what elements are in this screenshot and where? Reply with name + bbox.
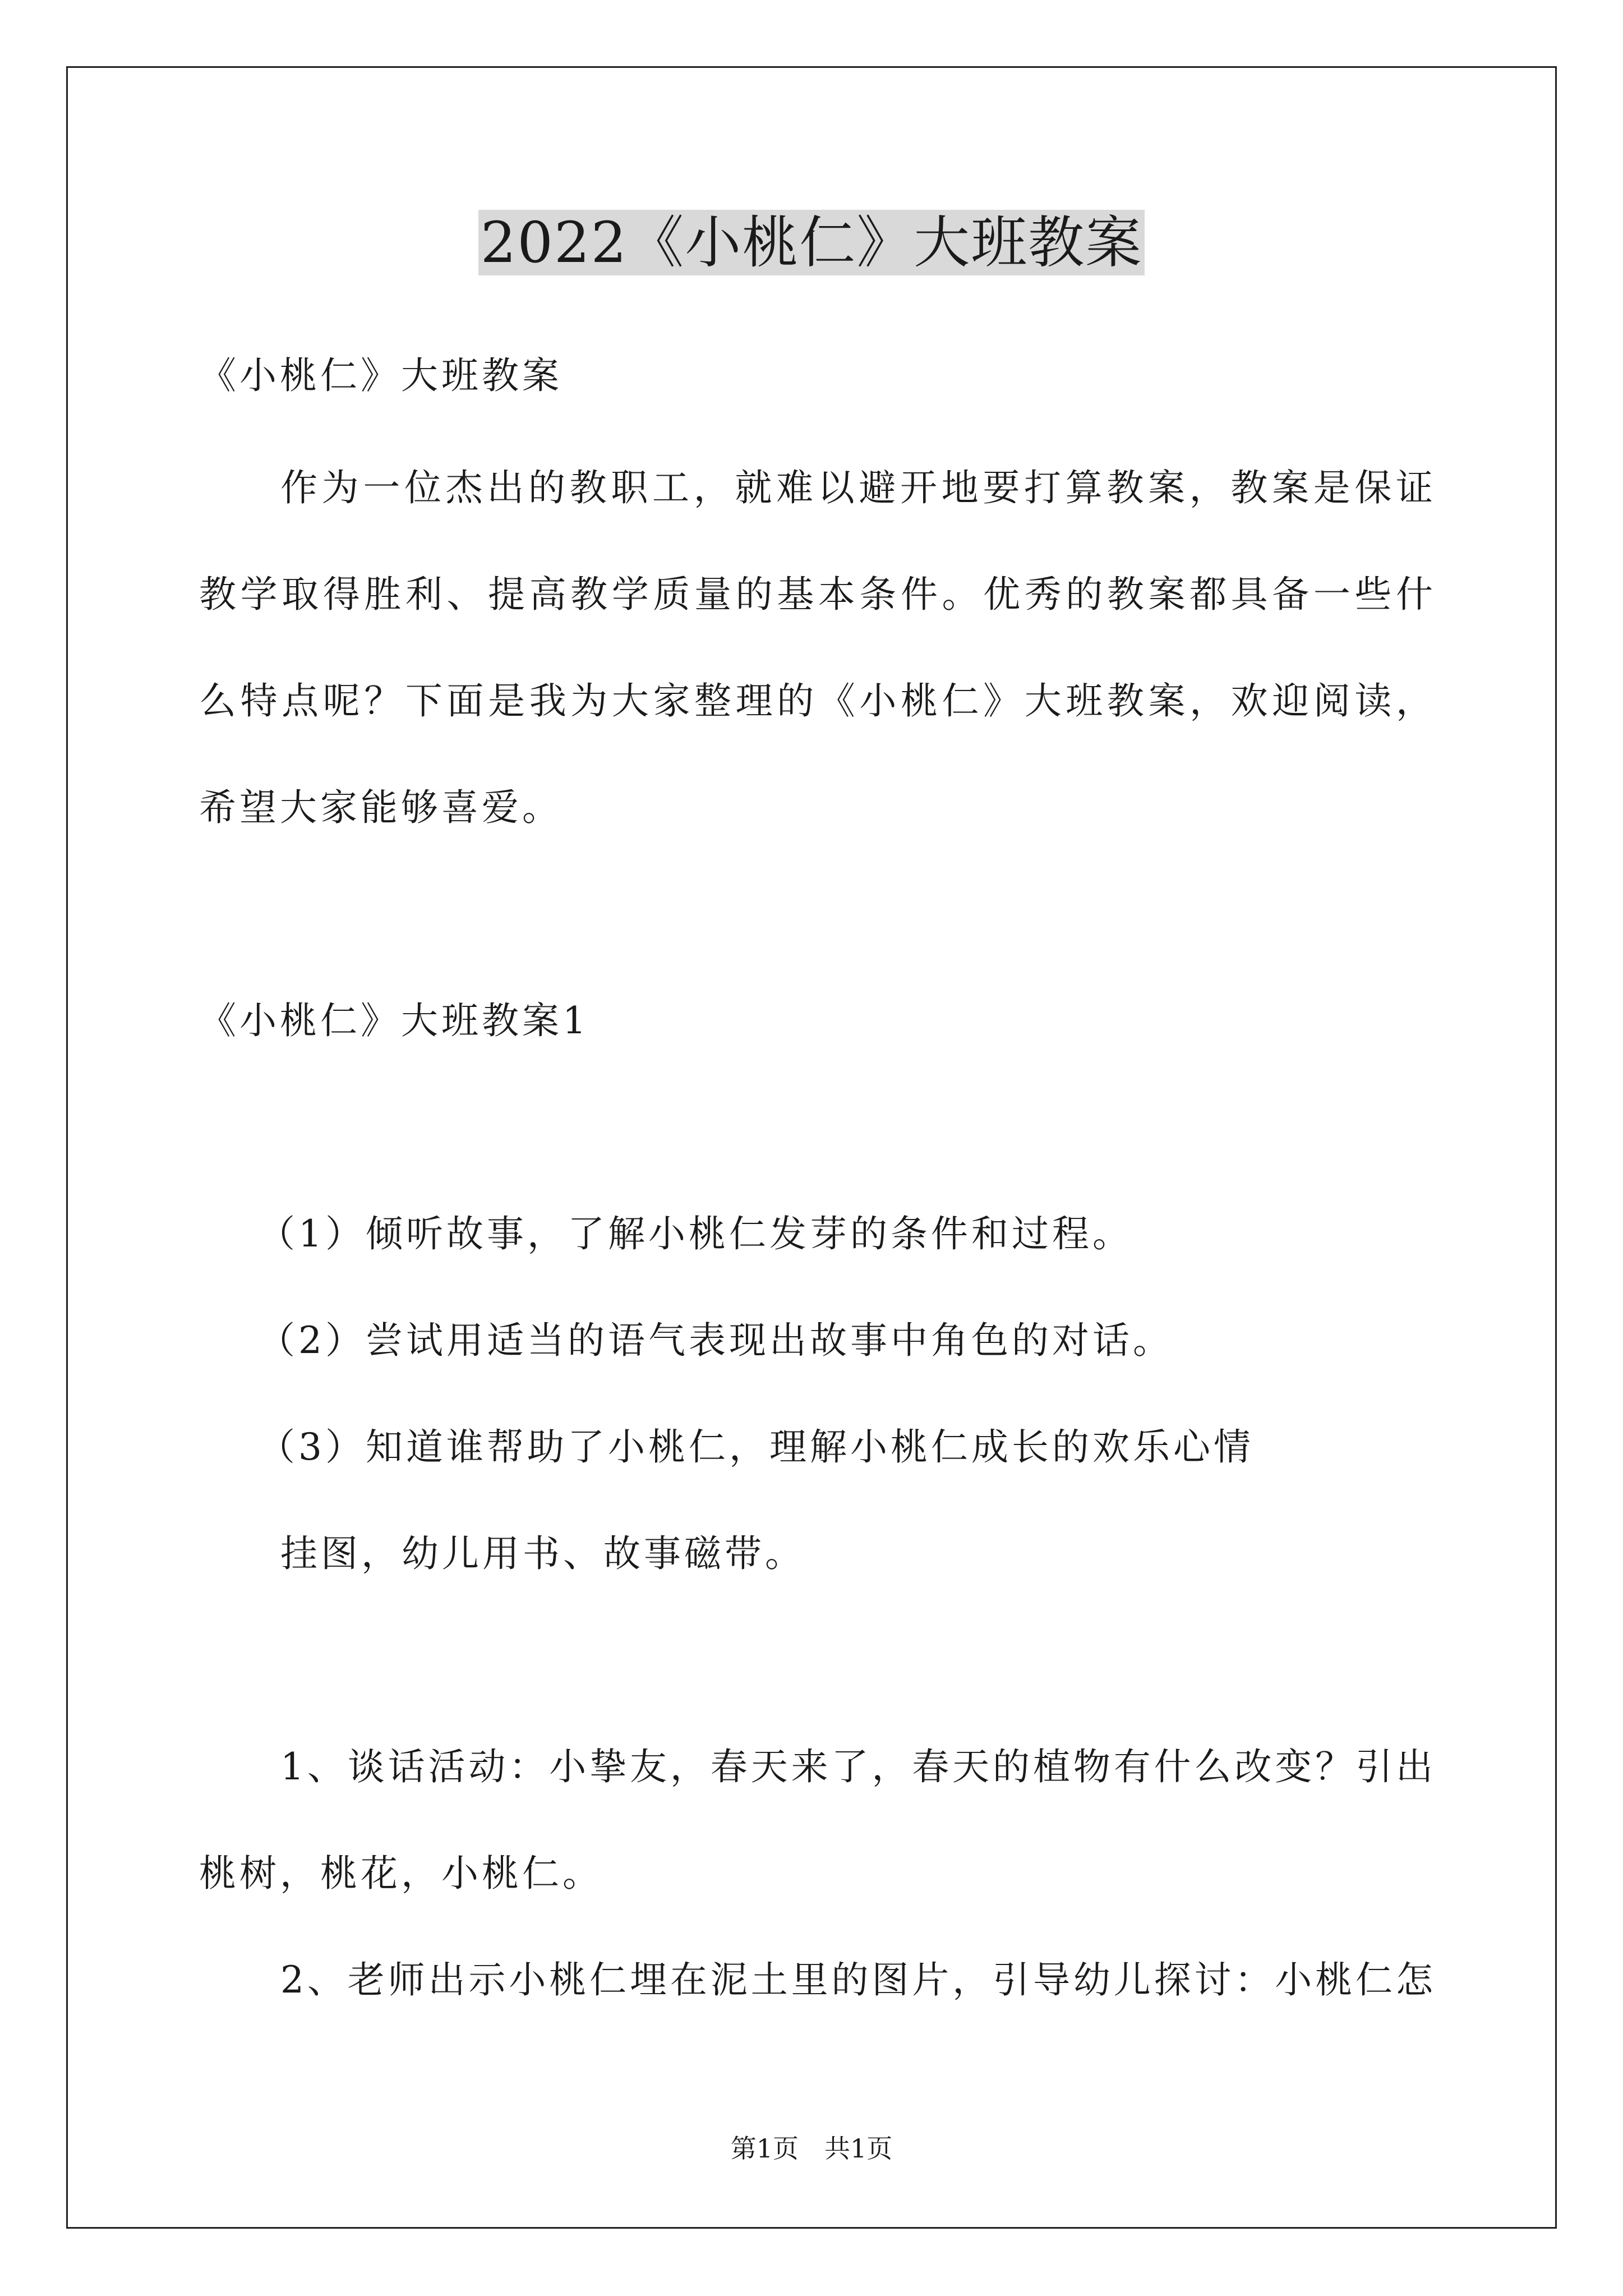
step-line-1: 1、谈话活动：小挚友，春天来了，春天的植物有什么改变？引出 xyxy=(280,1745,1433,1788)
intro-line-4: 希望大家能够喜爱。 xyxy=(199,786,562,829)
materials-line: 挂图，幼儿用书、故事磁带。 xyxy=(280,1532,805,1575)
goal-item-3: （3）知道谁帮助了小桃仁，理解小桃仁成长的欢乐心情 xyxy=(258,1425,1254,1469)
step-line-3: 2、老师出示小桃仁埋在泥土里的图片，引导幼儿探讨：小桃仁怎 xyxy=(280,1958,1433,2001)
intro-line-1: 作为一位杰出的教职工，就难以避开地要打算教案，教案是保证 xyxy=(280,466,1433,509)
title-text: 2022《小桃仁》大班教案 xyxy=(478,210,1145,275)
page-number: 第1页 xyxy=(730,2133,799,2164)
goal-item-1: （1）倾听故事，了解小桃仁发芽的条件和过程。 xyxy=(258,1212,1133,1255)
goal-item-2: （2）尝试用适当的语气表现出故事中角色的对话。 xyxy=(258,1319,1173,1362)
section-heading: 《小桃仁》大班教案1 xyxy=(199,999,589,1042)
step-line-2: 桃树，桃花，小桃仁。 xyxy=(199,1852,603,1895)
page-total: 共1页 xyxy=(824,2133,893,2164)
intro-line-2: 教学取得胜利、提高教学质量的基本条件。优秀的教案都具备一些什 xyxy=(199,573,1433,616)
document-title xyxy=(0,206,1623,279)
intro-line-3: 么特点呢？下面是我为大家整理的《小桃仁》大班教案，欢迎阅读， xyxy=(199,679,1433,723)
subtitle: 《小桃仁》大班教案 xyxy=(199,354,562,397)
page-footer xyxy=(0,2132,1623,2165)
